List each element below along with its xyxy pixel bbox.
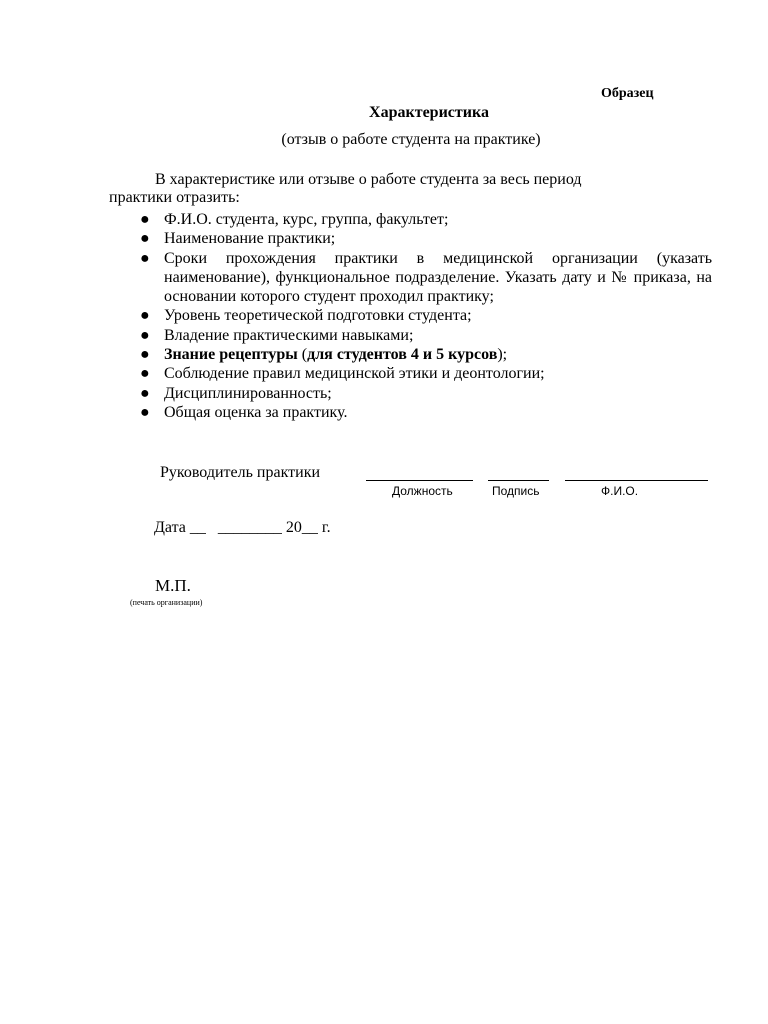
list-item-bold-3: для студентов 4 и 5 курсов bbox=[307, 346, 498, 364]
list-item-bold-2: ( bbox=[297, 346, 308, 364]
list-item-text: Уровень теоретической подготовки студента; bbox=[164, 307, 472, 325]
list-item bbox=[140, 229, 712, 248]
list-item bbox=[140, 345, 712, 364]
fio-caption: Ф.И.О. bbox=[601, 484, 639, 498]
fio-line bbox=[565, 480, 708, 481]
list-item bbox=[140, 403, 712, 422]
bullet-icon: ● bbox=[140, 249, 150, 267]
list-item-text: Общая оценка за практику. bbox=[164, 403, 348, 421]
date-line: Дата __ ________ 20__ г. bbox=[154, 519, 331, 536]
bullet-icon: ● bbox=[140, 230, 150, 248]
requirements-list bbox=[140, 210, 712, 422]
list-item-text: Владение практическими навыками; bbox=[164, 326, 414, 344]
bullet-icon: ● bbox=[140, 307, 150, 325]
intro-line-2: практики отразить: bbox=[109, 189, 240, 206]
intro-line-1: В характеристике или отзыве о работе студента за весь период bbox=[155, 171, 582, 188]
bullet-icon: ● bbox=[140, 326, 150, 344]
bullet-icon: ● bbox=[140, 365, 150, 383]
sample-label: Образец bbox=[601, 86, 654, 101]
signature-line bbox=[488, 480, 549, 481]
bullet-icon: ● bbox=[140, 384, 150, 402]
page-title: Характеристика bbox=[369, 104, 489, 121]
list-item bbox=[140, 364, 712, 383]
position-line bbox=[366, 480, 473, 481]
page-subtitle: (отзыв о работе студента на практике) bbox=[281, 131, 541, 148]
bullet-icon: ● bbox=[140, 211, 150, 228]
list-item bbox=[140, 306, 712, 325]
supervisor-label: Руководитель практики bbox=[160, 464, 321, 481]
list-item-text: Наименование практики; bbox=[164, 230, 336, 248]
seal-label: М.П. bbox=[155, 576, 191, 595]
list-item-text: Соблюдение правил медицинской этики и деонтологии; bbox=[164, 365, 545, 383]
list-item-text: Дисциплинированность; bbox=[164, 384, 332, 402]
list-item-bold-1: Знание рецептуры bbox=[164, 346, 298, 364]
list-item-text: Сроки прохождения практики в медицинской организации (указать наименование), функциональное подразделение. Указать дату и № приказа, на основании которого студент проходил практику; bbox=[164, 249, 712, 306]
signature-caption: Подпись bbox=[492, 484, 540, 498]
list-item-text: Ф.И.О. студента, курс, группа, факультет; bbox=[164, 211, 449, 228]
list-item bbox=[140, 249, 712, 307]
bullet-icon: ● bbox=[140, 346, 150, 364]
stamp-note: (печать организации) bbox=[130, 598, 203, 607]
list-item-bold-4: ); bbox=[497, 346, 508, 364]
list-item bbox=[140, 210, 712, 229]
position-caption: Должность bbox=[392, 484, 453, 498]
list-item bbox=[140, 384, 712, 403]
list-item bbox=[140, 326, 712, 345]
bullet-icon: ● bbox=[140, 403, 150, 421]
